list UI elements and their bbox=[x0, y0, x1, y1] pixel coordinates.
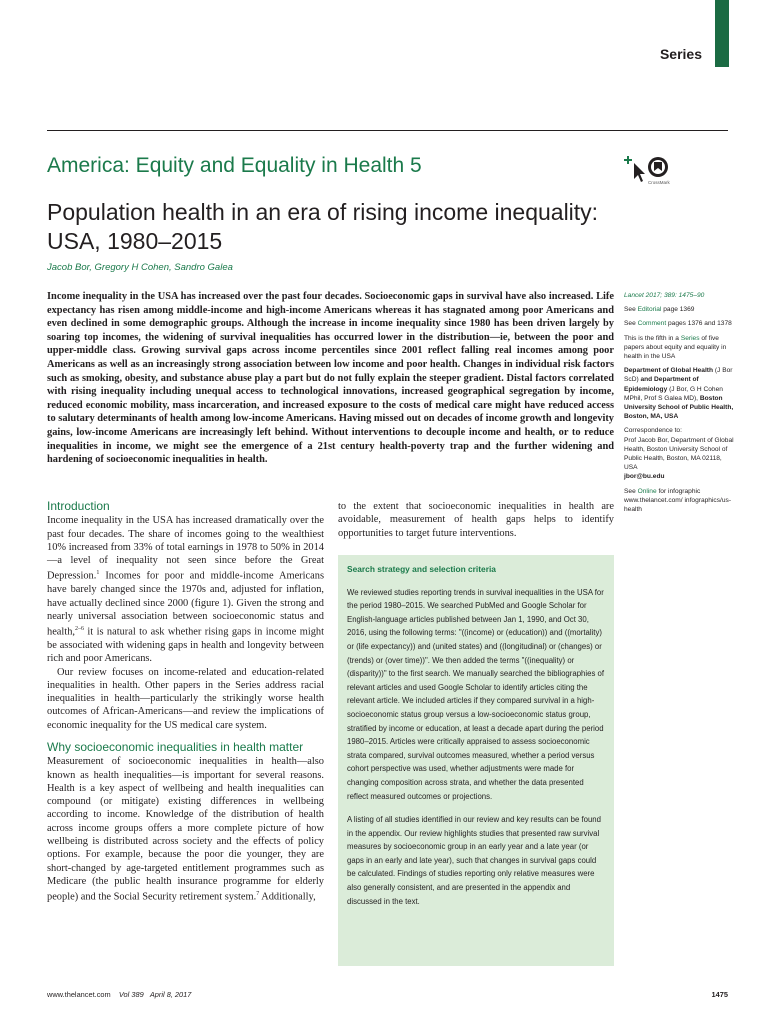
search-strategy-heading: Search strategy and selection criteria bbox=[347, 564, 496, 574]
header-rule bbox=[47, 130, 728, 131]
search-strategy-paragraph-1: We reviewed studies reporting trends in survival inequalities in the USA for the period 1980–2015. We searched PubMed and Google Scholar for English-language articles published between Jan 1, 1990, and Oct 30, 2016, using the following terms: "((income) or (education)) and ((mortality) or (life expectancy)) and (united states) and ((longitudinal) or (changes) or (trends) or (over time))". We then added the terms "((inequality) or (disparity))" to the first search. We manually searched the bibliographies of relevant articles and used Google Scholar to identify articles citing the relevant article. We included articles if they compared survival in a high-socioeconomic status group versus a low-socioeconomic status group, stratified by income or education, at least a decade apart during the period 1980–2015. Articles were critically appraised to assess socioeconomic strata compared, survival outcomes measured, whether a period versus cohort perspective was used, whether adjustments were made for changing composition across strata, and whether the data presented reflect measured outcomes or projections. bbox=[347, 587, 605, 801]
correspondence: Correspondence to: Prof Jacob Bor, Department of Global Health, Boston University School of Public Health, Boston, MA 02118, USA jbor@bu.edu bbox=[624, 427, 734, 481]
paper-title-line-2: USA, 1980–2015 bbox=[47, 228, 223, 254]
section-heading-introduction: Introduction bbox=[47, 499, 110, 513]
affiliations: Department of Global Health (J Bor ScD) and Department of Epidemiology (J Bor, G H Cohen MPhil, Prof S Galea MD), Boston University School of Public Health, Boston, MA, USA bbox=[624, 367, 734, 421]
editorial-link[interactable]: Editorial bbox=[637, 306, 662, 314]
see-editorial-note: See Editorial page 1369 bbox=[624, 306, 695, 314]
online-note: See Online for infographic www.thelancet.com/ infographics/us-health bbox=[624, 487, 732, 514]
series-color-bar bbox=[715, 0, 729, 67]
correspondence-email[interactable]: jbor@bu.edu bbox=[624, 473, 665, 481]
abstract: Income inequality in the USA has increased over the past four decades. Socioeconomic gaps in survival have also increased. Life expectancy has risen among middle-income and high-income Americans whereas it has stagnated among poor Americans and even declined in some demographic groups. Although the increase in income inequality since 1980 has been driven largely by soaring top incomes, the widening of survival inequalities has occurred lower in the distribution—ie, between the poor and upper-middle class. Growing survival gaps across income percentiles since 2001 reflect falling real incomes among poor Americans as well as an increasingly strong association between low income and poor health. Changes in individual risk factors such as smoking, obesity, and substance abuse play a part but do not fully explain the steeper gradient. Distal factors correlated with rising inequality including unequal access to technological innovations, increased geographical segregation by income, reduced economic mobility, mass incarceration, and increased exposure to the costs of medical care might have reduced access to salutary determinants of health among low-income Americans. Having missed out on decades of income growth and longevity gains, low-income Americans are increasingly left behind. Without interventions to decouple income and health, or to reduce inequalities in income, we might see the emergence of a 21st century health-poverty trap and the further widening and hardening of socioeconomic inequalities in health. bbox=[47, 291, 614, 466]
intro-paragraph-2: Our review focuses on income-related and education-related inequalities in health. Other papers in the Series address racial inequalities in health—particularly the strikingly worse health outcomes of African-Americans—and review the implications of economic inequality for the US medical care system. bbox=[47, 666, 324, 731]
series-link[interactable]: Series bbox=[680, 334, 700, 342]
section-heading-why: Why socioeconomic inequalities in health matter bbox=[47, 739, 304, 754]
intro-paragraph-1: Income inequality in the USA has increased dramatically over the past four decades. The share of incomes going to the wealthiest 10% increased from 33% of total earnings in 1978 to 50% in 2014—a level of inequality not seen since before the Great Depression.$^1$ Incomes for poor and middle-income Americans have barely changed since the 1970s and, adjusted for inflation, have actually declined since 2000 (figure 1). Given the strong and nearly universal association between socioeconomic status and health,$^{2-6}$ it is natural to ask whether rising gaps in income might be associated with widening gaps in health and longevity between rich and poor Americans. bbox=[47, 515, 324, 665]
citation: Lancet 2017; 389: 1475–90 bbox=[624, 292, 705, 299]
footer-citation bbox=[47, 990, 191, 999]
see-comment-note: See Comment pages 1376 and 1378 bbox=[624, 320, 732, 328]
footer-volume: Vol 389 bbox=[118, 990, 144, 999]
crossmark-label: CrossMark bbox=[648, 180, 670, 185]
series-title: America: Equity and Equality in Health 5 bbox=[47, 154, 422, 177]
search-strategy-paragraph-2: A listing of all studies identified in our review and key results can be found in the appendix. Our review highlights studies that presented raw survival measures by socioeconomic group in an early year and a late year (or gaps in an early and late year), such that changes in survival gaps could be calculated. Findings of studies reporting only relative measures were also generally consistent, and are presented in the appendix and discussed in the text. bbox=[347, 815, 601, 906]
series-label: Series bbox=[659, 46, 702, 62]
body-column-left bbox=[47, 500, 324, 904]
footer-site-link[interactable]: www.thelancet.com bbox=[47, 990, 111, 999]
author-list: Jacob Bor, Gregory H Cohen, Sandro Galea bbox=[47, 262, 233, 273]
search-strategy-panel bbox=[338, 555, 614, 966]
page-number: 1475 bbox=[711, 990, 728, 999]
why-paragraph-1: Measurement of socioeconomic inequalities in health—also known as health inequalities—is important for several reasons. Health is a key aspect of wellbeing and health inequalities can compound (or mitigate) existing differences in wellbeing according to income. Knowledge of the distribution of health across income groups offers a more complete picture of how wellbeing is distributed across society and the effects of policy options. For example, because the poor die younger, they are short-changed by age-targeted entitlement programmes such as Medicare (the public health insurance programme for elderly people) and the Social Security retirement system.$^7$ Additionally, bbox=[47, 756, 324, 903]
paper-title bbox=[47, 198, 607, 256]
body-column-right bbox=[338, 500, 614, 540]
paper-title-line-1: Population health in an era of rising income inequality: bbox=[47, 199, 599, 225]
column-2-paragraph: to the extent that socioeconomic inequalities in health are avoidable, measurement of health gaps helps to identify opportunities to target future interventions. bbox=[338, 501, 614, 539]
comment-link[interactable]: Comment bbox=[637, 320, 667, 328]
footer-date: April 8, 2017 bbox=[149, 990, 192, 999]
article-sidebar bbox=[624, 291, 734, 519]
series-note: This is the fifth in a Series of five papers about equity and equality in health in the USA bbox=[624, 334, 727, 361]
online-link[interactable]: Online bbox=[637, 487, 657, 495]
